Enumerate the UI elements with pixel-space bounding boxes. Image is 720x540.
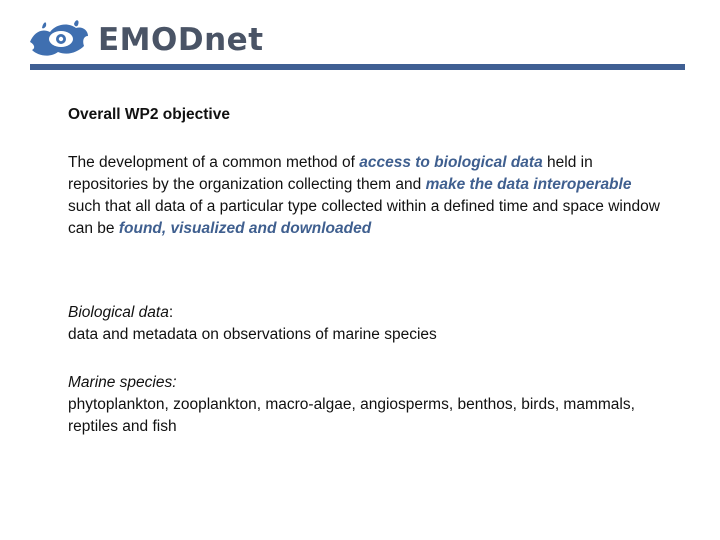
biological-data-description: data and metadata on observations of marine species xyxy=(68,326,437,343)
definitions xyxy=(68,302,668,438)
highlight-interoperable: make the data interoperable xyxy=(425,176,632,193)
logo-wordmark: EMODnet xyxy=(98,22,264,58)
highlight-access: access to biological data xyxy=(359,154,543,171)
slide-content xyxy=(68,104,668,438)
marine-species-term: Marine species: xyxy=(68,374,177,391)
objective-text-1: The development of a common method of xyxy=(68,154,360,171)
biological-data-definition xyxy=(68,302,668,346)
header-divider xyxy=(30,64,685,70)
marine-species-definition xyxy=(68,372,668,438)
emodnet-logo-icon xyxy=(28,18,90,62)
slide-title: Overall WP2 objective xyxy=(68,106,230,123)
objective-paragraph xyxy=(68,152,668,240)
highlight-found: found, visualized and downloaded xyxy=(118,220,372,237)
biological-data-term: Biological data xyxy=(68,304,169,321)
slide-header xyxy=(0,0,720,70)
biological-data-colon: : xyxy=(168,304,174,321)
marine-species-description: phytoplankton, zooplankton, macro-algae, angiosperms, benthos, birds, mammals, reptiles and fish xyxy=(68,396,635,435)
objective-text-3: such that all data of a particular type collected within a defined time and space window can be xyxy=(68,198,660,237)
objective-text-2: held in repositories by the organization collecting them and xyxy=(68,154,593,193)
